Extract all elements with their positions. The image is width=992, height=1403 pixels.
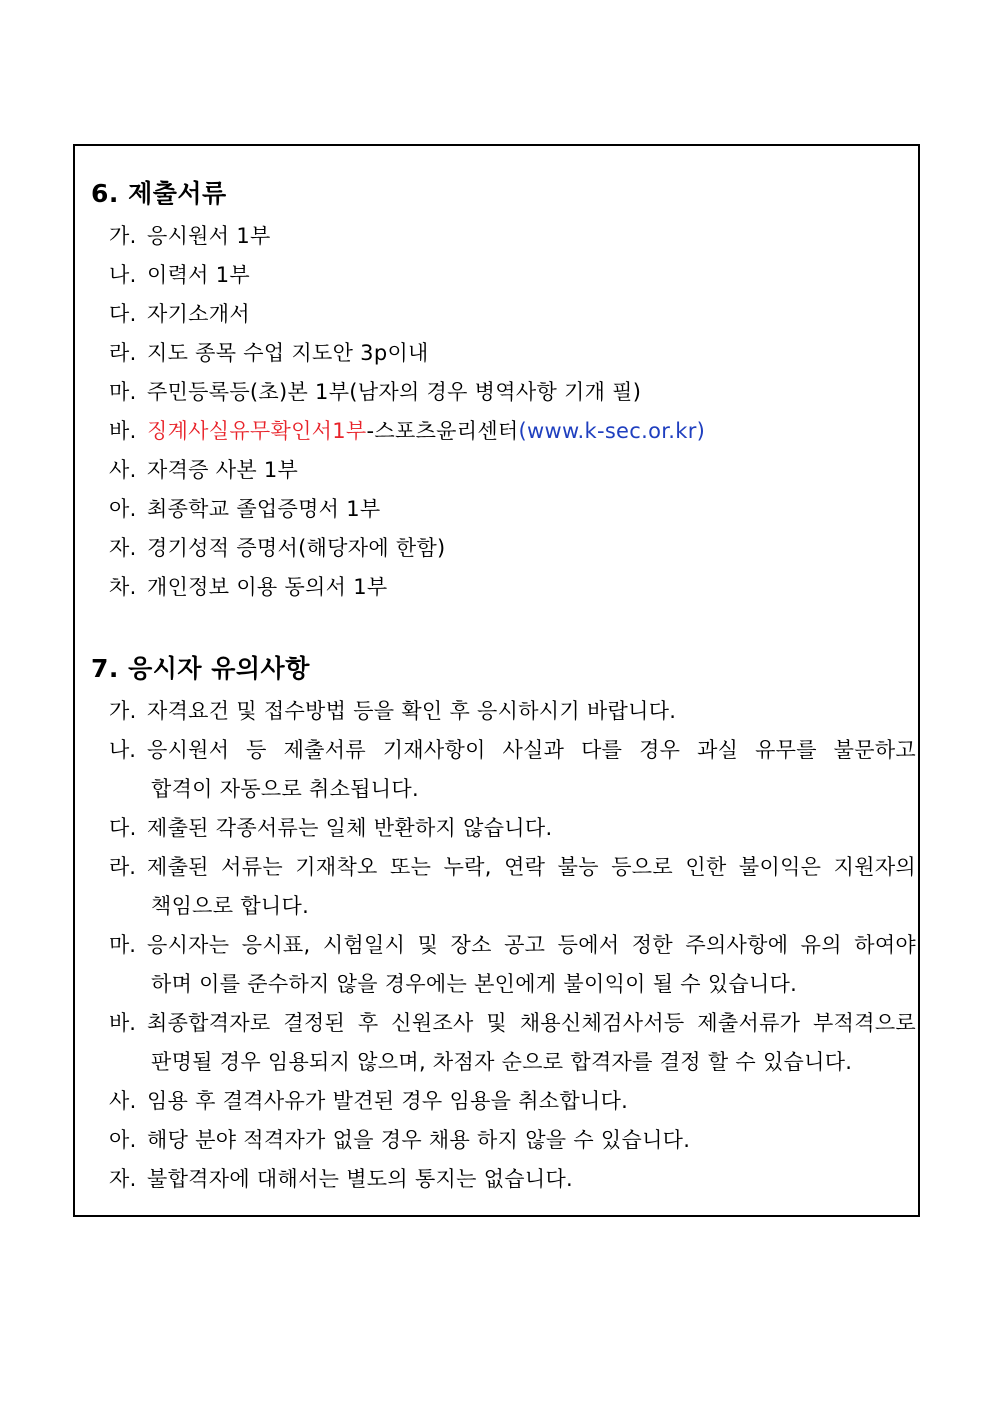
item-text: 해당 분야 적격자가 없을 경우 채용 하지 않을 수 있습니다. (147, 1128, 691, 1152)
item-marker: 가. (109, 224, 137, 248)
list-item (109, 1163, 573, 1193)
item-marker: 자. (109, 536, 137, 560)
list-item (109, 493, 380, 523)
item-marker: 바. (109, 1011, 136, 1035)
list-item (109, 734, 916, 764)
item-text: 최종합격자로 결정된 후 신원조사 및 채용신체검사서등 제출서류가 부적격으로 (147, 1011, 916, 1035)
item-text: 자격증 사본 1부 (147, 458, 299, 482)
item-text: 임용 후 결격사유가 발견된 경우 임용을 취소합니다. (147, 1089, 629, 1113)
item-text: 주민등록등(초)본 1부(남자의 경우 병역사항 기개 필) (147, 380, 642, 404)
item-marker: 나. (109, 738, 136, 762)
item-marker: 마. (109, 380, 137, 404)
list-item (109, 376, 641, 406)
item-text: 응시원서 1부 (147, 224, 271, 248)
list-item (109, 1124, 690, 1154)
section-7-title: 7. 응시자 유의사항 (91, 654, 310, 683)
item-text: 최종학교 졸업증명서 1부 (147, 497, 381, 521)
item-marker: 나. (109, 263, 137, 287)
item-text: 개인정보 이용 동의서 1부 (147, 575, 388, 599)
item-marker: 라. (109, 341, 137, 365)
list-item (109, 812, 552, 842)
item-text: 자격요건 및 접수방법 등을 확인 후 응시하시기 바랍니다. (147, 699, 677, 723)
item-marker: 차. (109, 575, 137, 599)
item-text: 응시원서 등 제출서류 기재사항이 사실과 다를 경우 과실 유무를 불문하고 (147, 738, 916, 762)
list-item (109, 1007, 916, 1037)
list-item (109, 929, 916, 959)
website-url: (www.k-sec.or.kr) (518, 419, 706, 443)
list-item (109, 571, 387, 601)
section-6-title: 6. 제출서류 (91, 179, 227, 208)
list-item (109, 337, 429, 367)
item-text-continued: 하며 이를 준수하지 않을 경우에는 본인에게 불이익이 될 수 있습니다. (151, 972, 798, 996)
item-text-continued: 합격이 자동으로 취소됩니다. (151, 777, 419, 801)
item-marker: 사. (109, 458, 137, 482)
list-item (109, 851, 916, 881)
list-item (109, 695, 676, 725)
item-marker: 마. (109, 933, 136, 957)
item-marker: 아. (109, 1128, 137, 1152)
item-marker: 라. (109, 855, 136, 879)
item-text-highlight: 징계사실유무확인서1부 (147, 419, 367, 443)
item-text: 불합격자에 대해서는 별도의 통지는 없습니다. (147, 1167, 574, 1191)
item-text: 제출된 서류는 기재착오 또는 누락, 연락 불능 등으로 인한 불이익은 지원자의 (147, 855, 916, 879)
item-text: -스포츠윤리센터 (366, 419, 519, 443)
item-marker: 사. (109, 1089, 137, 1113)
item-marker: 다. (109, 302, 137, 326)
list-item (109, 220, 271, 250)
item-text: 자기소개서 (147, 302, 250, 326)
item-text: 경기성적 증명서(해당자에 한함) (147, 536, 446, 560)
item-text: 응시자는 응시표, 시험일시 및 장소 공고 등에서 정한 주의사항에 유의 하여야 (147, 933, 916, 957)
item-marker: 바. (109, 419, 137, 443)
item-marker: 아. (109, 497, 137, 521)
list-item (109, 298, 250, 328)
item-text: 지도 종목 수업 지도안 3p이내 (147, 341, 429, 365)
item-text-continued: 판명될 경우 임용되지 않으며, 차점자 순으로 합격자를 결정 할 수 있습니다. (151, 1050, 853, 1074)
item-marker: 가. (109, 699, 137, 723)
document-box (73, 144, 920, 1217)
item-text: 제출된 각종서류는 일체 반환하지 않습니다. (147, 816, 553, 840)
item-marker: 다. (109, 816, 137, 840)
list-item (109, 454, 298, 484)
list-item (109, 415, 705, 445)
list-item (109, 1085, 628, 1115)
item-text-continued: 책임으로 합니다. (151, 894, 310, 918)
list-item (109, 259, 250, 289)
item-marker: 자. (109, 1167, 137, 1191)
list-item (109, 532, 446, 562)
item-text: 이력서 1부 (147, 263, 250, 287)
